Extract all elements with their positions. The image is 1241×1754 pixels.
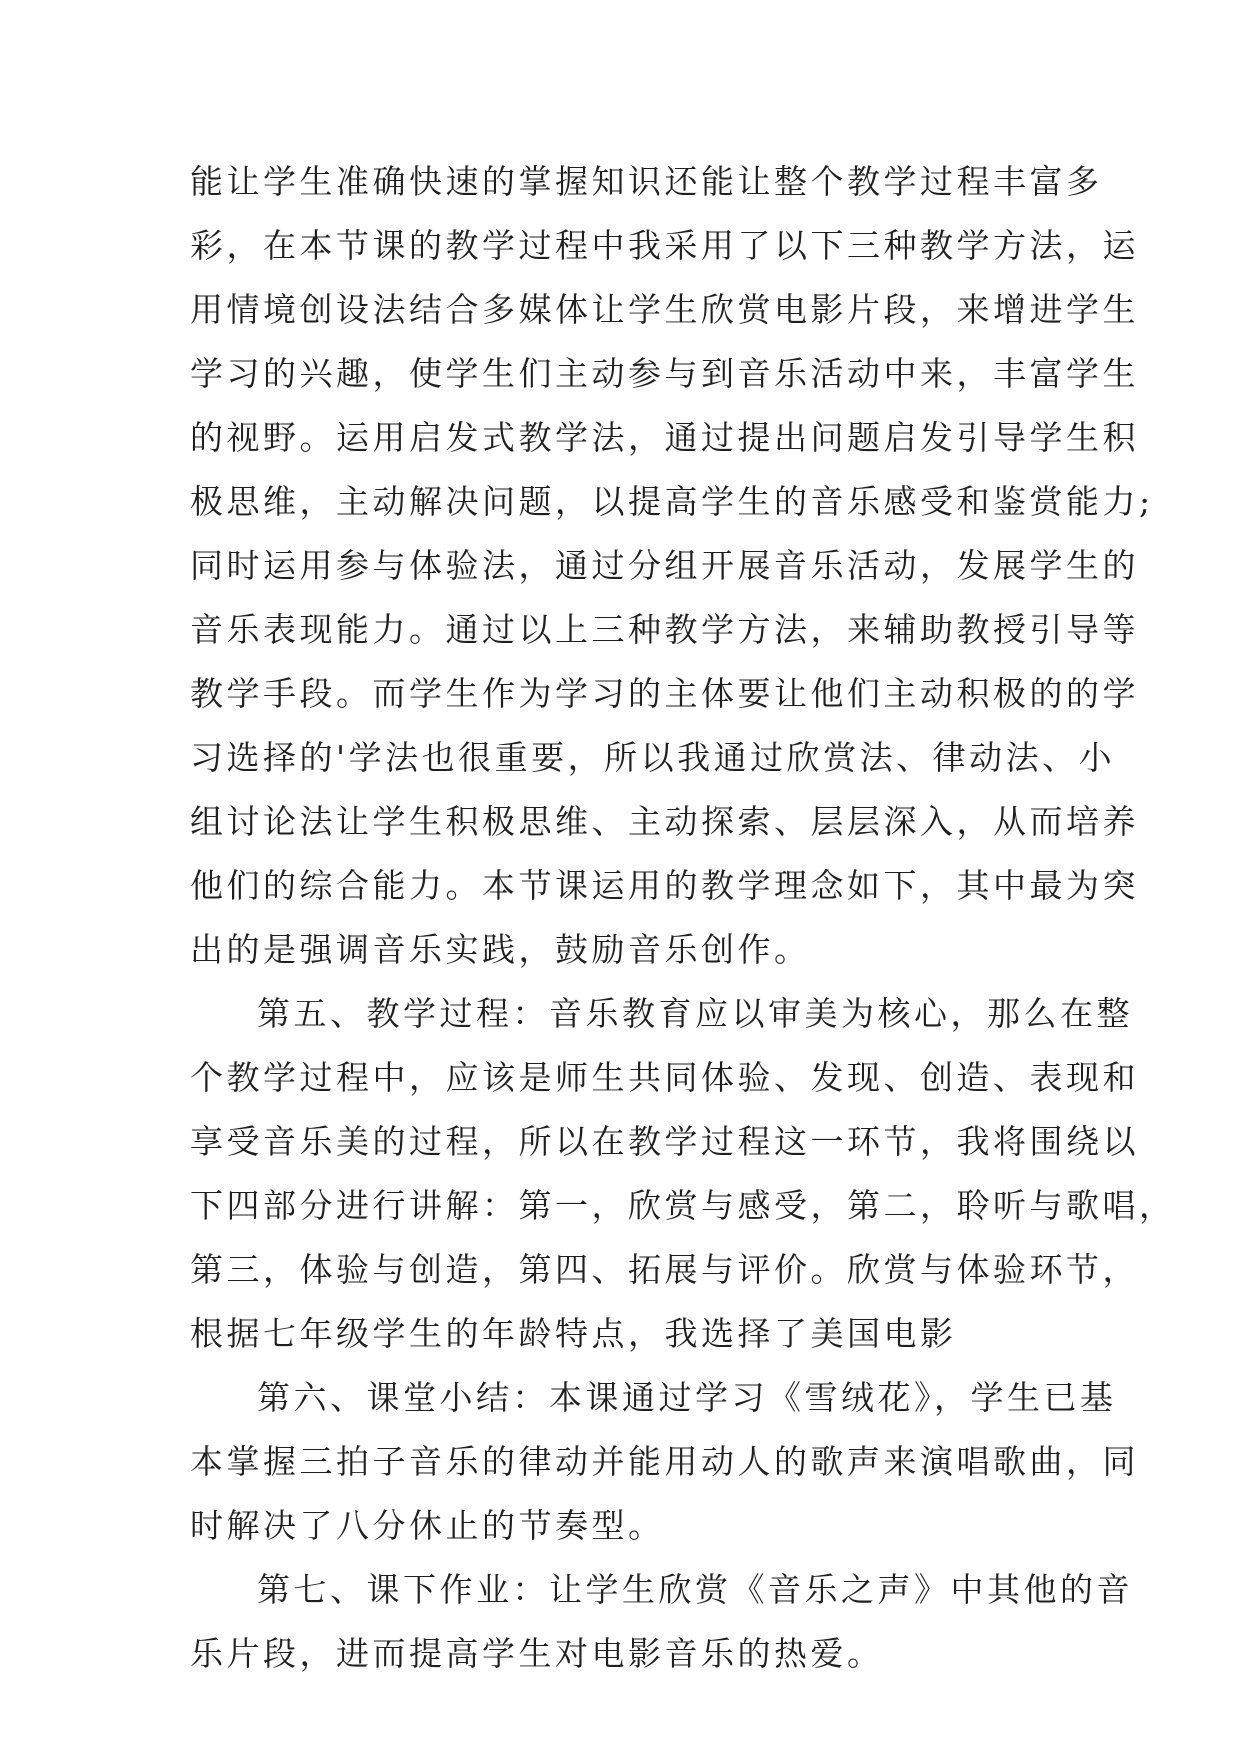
text-line: 下四部分进行讲解：第一，欣赏与感受，第二，聆听与歌唱， — [190, 1186, 1176, 1225]
text-line: 极思维，主动解决问题，以提高学生的音乐感受和鉴赏能力; — [190, 482, 1154, 521]
text-line: 的视野。运用启发式教学法，通过提出问题启发引导学生积 — [190, 418, 1139, 457]
text-line: 他们的综合能力。本节课运用的教学理念如下，其中最为突 — [190, 866, 1139, 905]
text-line: 习选择的'学法也很重要，所以我通过欣赏法、律动法、小 — [190, 738, 1116, 777]
text-line: 彩，在本节课的教学过程中我采用了以下三种教学方法，运 — [190, 226, 1139, 265]
text-line: 享受音乐美的过程，所以在教学过程这一环节，我将围绕以 — [190, 1122, 1139, 1161]
text-line: 出的是强调音乐实践，鼓励音乐创作。 — [190, 930, 811, 969]
text-line: 根据七年级学生的年龄特点，我选择了美国电影 — [190, 1314, 957, 1353]
text-line: 组讨论法让学生积极思维、主动探索、层层深入，从而培养 — [190, 802, 1139, 841]
text-line: 乐片段，进而提高学生对电影音乐的热爱。 — [190, 1634, 884, 1673]
text-line: 时解决了八分休止的节奏型。 — [190, 1506, 665, 1545]
document-body — [190, 150, 1176, 1686]
text-line: 本掌握三拍子音乐的律动并能用动人的歌声来演唱歌曲，同 — [190, 1442, 1139, 1481]
text-line: 音乐表现能力。通过以上三种教学方法，来辅助教授引导等 — [190, 610, 1139, 649]
text-line: 个教学过程中，应该是师生共同体验、发现、创造、表现和 — [190, 1058, 1139, 1097]
text-line: 能让学生准确快速的掌握知识还能让整个教学过程丰富多 — [190, 162, 1103, 201]
paragraph-start-line: 第七、课下作业：让学生欣赏《音乐之声》中其他的音 — [257, 1570, 1133, 1609]
text-line: 第三，体验与创造，第四、拓展与评价。欣赏与体验环节， — [190, 1250, 1139, 1289]
text-line: 学习的兴趣，使学生们主动参与到音乐活动中来，丰富学生 — [190, 354, 1139, 393]
paragraph-start-line: 第五、教学过程：音乐教育应以审美为核心，那么在整 — [257, 994, 1133, 1033]
text-line: 教学手段。而学生作为学习的主体要让他们主动积极的的学 — [190, 674, 1139, 713]
text-line: 用情境创设法结合多媒体让学生欣赏电影片段，来增进学生 — [190, 290, 1139, 329]
text-line: 同时运用参与体验法，通过分组开展音乐活动，发展学生的 — [190, 546, 1139, 585]
paragraph-start-line: 第六、课堂小结：本课通过学习《雪绒花》，学生已基 — [257, 1378, 1117, 1417]
